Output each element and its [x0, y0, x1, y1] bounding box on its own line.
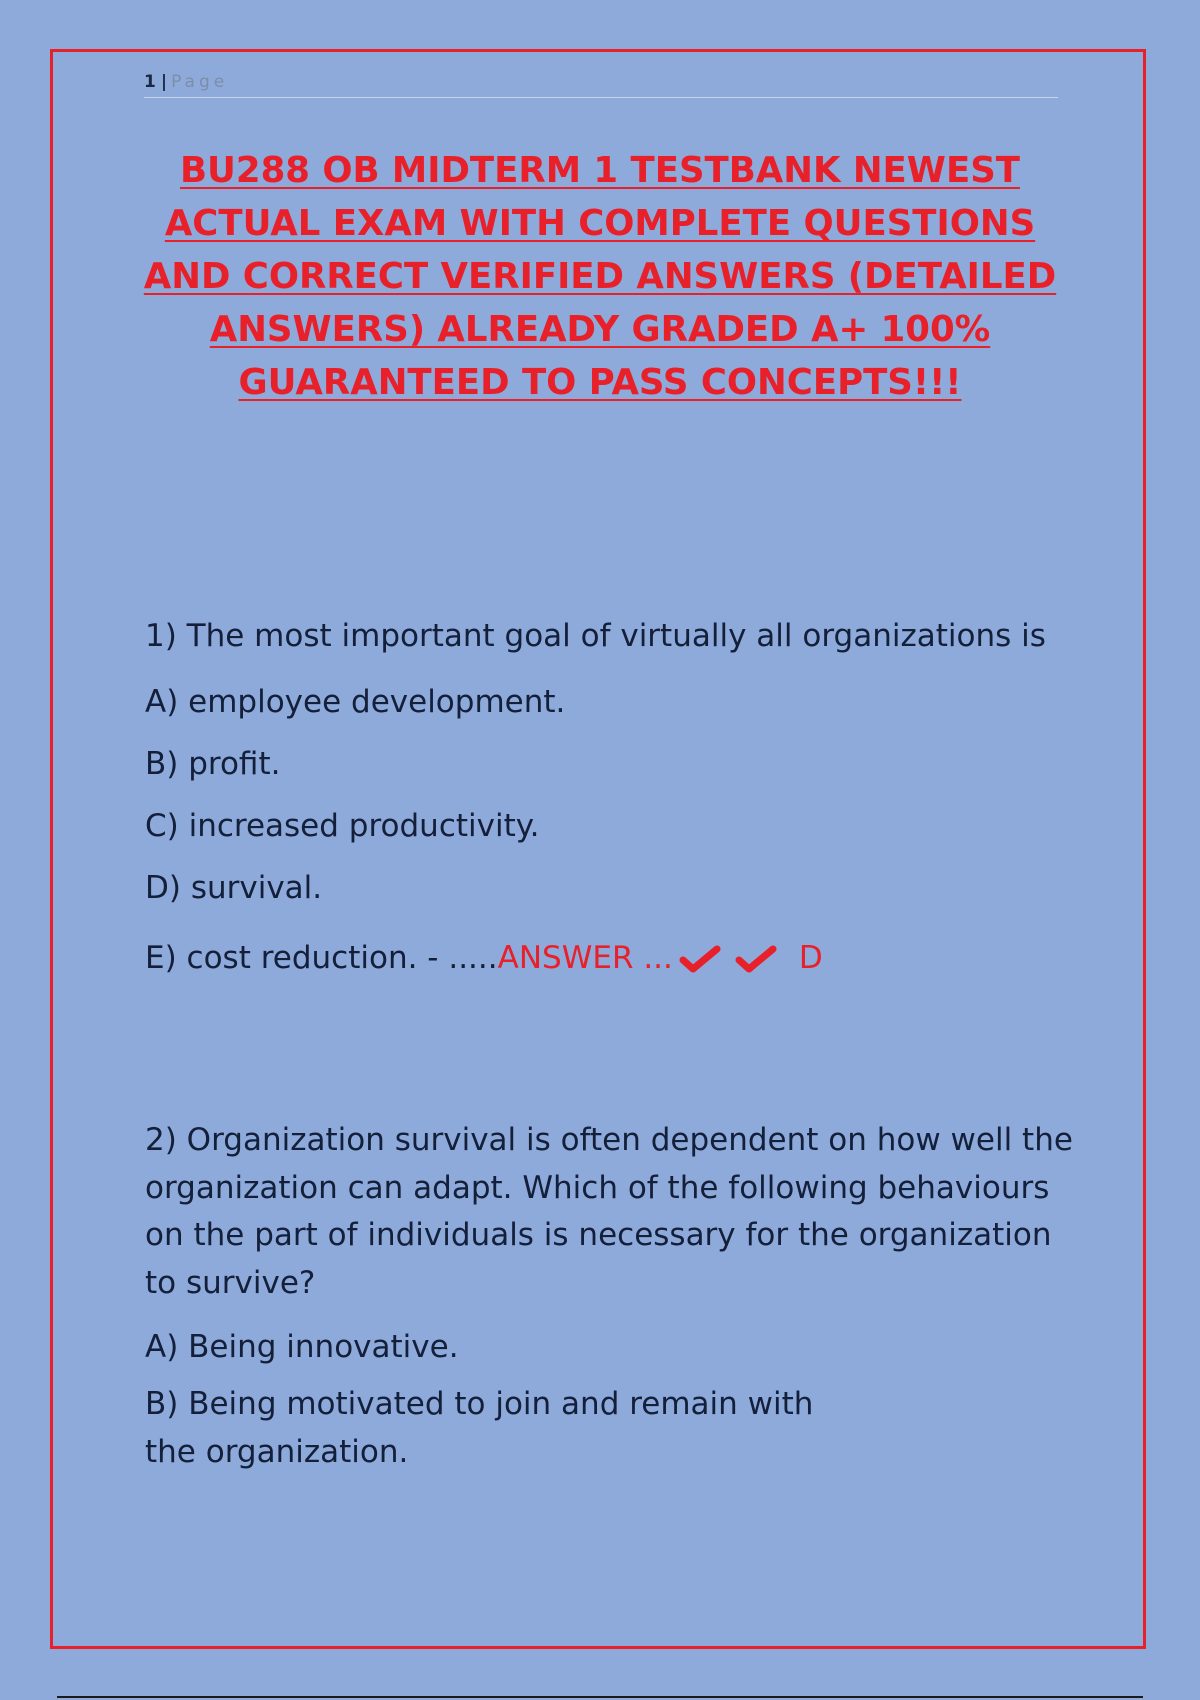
answer-option-a: A) employee development. [145, 684, 566, 720]
title-line: AND CORRECT VERIFIED ANSWERS (DETAILED [143, 256, 1057, 297]
question-text: 2) Organization survival is often dependent on how well the organization can adapt. Which of the following behaviours on the part of individuals is necessary for the organization to survive? [145, 1122, 1073, 1301]
title-line: GUARANTEED TO PASS CONCEPTS!!! [238, 362, 962, 403]
title-line: ACTUAL EXAM WITH COMPLETE QUESTIONS [164, 203, 1036, 244]
question-2 [145, 1117, 1075, 1476]
page-separator: | [160, 72, 168, 92]
checkmark-icon [735, 945, 779, 973]
answer-option-d: D) survival. [145, 870, 323, 906]
page-label: Page [171, 72, 229, 92]
answer-option-c: C) increased productivity. [145, 808, 540, 844]
option-e-text: E) cost reduction. - ..... [145, 940, 498, 976]
checkmark-icon [679, 945, 723, 973]
question-1 [145, 613, 1075, 978]
answer-option-b: B) Being motivated to join and remain with the organization. [145, 1386, 814, 1470]
document-title [100, 144, 1100, 409]
title-line: BU288 OB MIDTERM 1 TESTBANK NEWEST [179, 150, 1020, 191]
answer-label: ANSWER ... [497, 940, 673, 976]
answer-option-b: B) profit. [145, 746, 281, 782]
page-header [144, 72, 1058, 98]
answer-value: D [798, 940, 823, 976]
page-number: 1 [144, 72, 156, 92]
question-text: 1) The most important goal of virtually all organizations is [145, 618, 1046, 654]
answer-option-e [145, 908, 1075, 978]
title-line: ANSWERS) ALREADY GRADED A+ 100% [209, 309, 991, 350]
footer-divider [57, 1696, 1143, 1698]
answer-option-a: A) Being innovative. [145, 1329, 459, 1365]
